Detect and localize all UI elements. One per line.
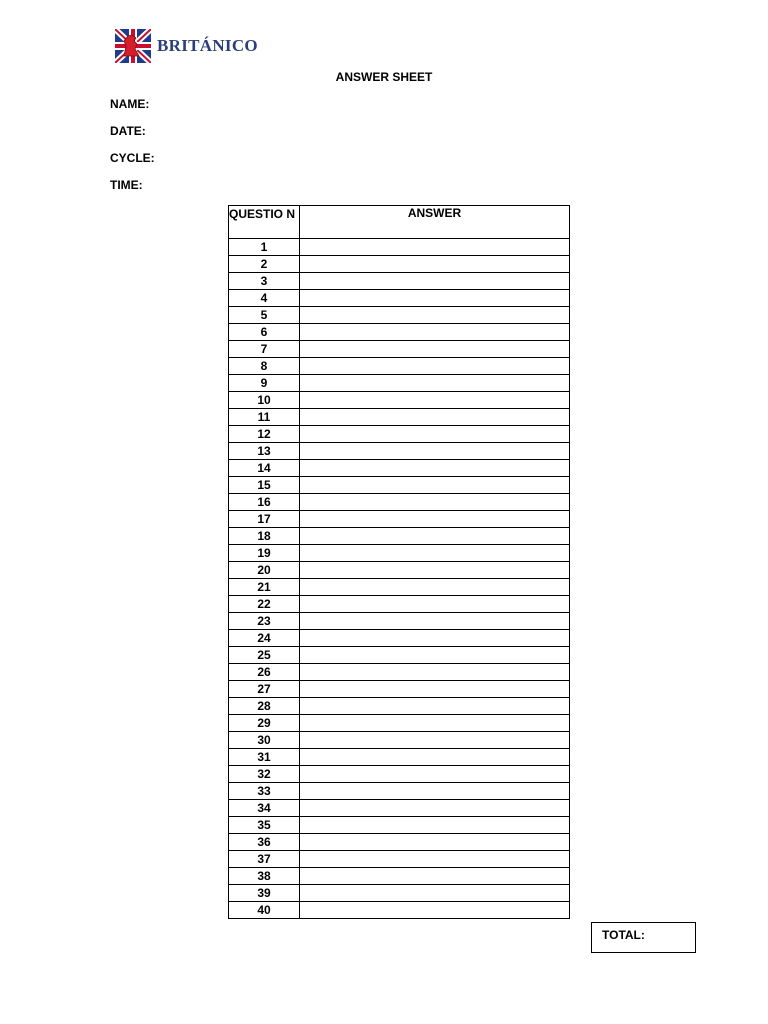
name-field-label: NAME: [110,97,150,111]
question-number: 32 [229,766,300,783]
table-row [229,307,570,324]
question-number: 13 [229,443,300,460]
answer-cell[interactable] [300,392,570,409]
answer-cell[interactable] [300,511,570,528]
question-number: 29 [229,715,300,732]
table-row [229,579,570,596]
question-number: 20 [229,562,300,579]
question-number: 14 [229,460,300,477]
table-row [229,681,570,698]
question-number: 36 [229,834,300,851]
table-row [229,426,570,443]
table-row [229,256,570,273]
question-number: 5 [229,307,300,324]
answer-cell[interactable] [300,528,570,545]
time-field-label: TIME: [110,178,143,192]
question-number: 18 [229,528,300,545]
union-jack-lion-icon [115,29,151,63]
answer-cell[interactable] [300,681,570,698]
answer-cell[interactable] [300,596,570,613]
question-number: 33 [229,783,300,800]
answer-cell[interactable] [300,783,570,800]
question-number: 24 [229,630,300,647]
question-number: 7 [229,341,300,358]
answer-cell[interactable] [300,732,570,749]
answer-cell[interactable] [300,698,570,715]
table-row [229,834,570,851]
question-number: 3 [229,273,300,290]
answer-cell[interactable] [300,239,570,256]
answer-cell[interactable] [300,902,570,919]
page-title: ANSWER SHEET [335,70,433,84]
table-row [229,324,570,341]
question-number: 26 [229,664,300,681]
answer-cell[interactable] [300,409,570,426]
answer-cell[interactable] [300,460,570,477]
answer-cell[interactable] [300,375,570,392]
answer-cell[interactable] [300,545,570,562]
question-number: 39 [229,885,300,902]
table-row [229,851,570,868]
question-number: 31 [229,749,300,766]
answer-cell[interactable] [300,579,570,596]
cycle-field-label: CYCLE: [110,151,155,165]
table-row [229,358,570,375]
question-number: 1 [229,239,300,256]
question-number: 34 [229,800,300,817]
table-row [229,562,570,579]
table-row [229,783,570,800]
table-row [229,341,570,358]
table-row [229,766,570,783]
table-row [229,409,570,426]
date-field-label: DATE: [110,124,146,138]
table-row [229,817,570,834]
answer-cell[interactable] [300,817,570,834]
table-row [229,749,570,766]
question-number: 10 [229,392,300,409]
question-number: 12 [229,426,300,443]
question-number: 21 [229,579,300,596]
question-number: 30 [229,732,300,749]
table-row [229,511,570,528]
table-row [229,698,570,715]
answer-cell[interactable] [300,443,570,460]
question-number: 8 [229,358,300,375]
answer-cell[interactable] [300,885,570,902]
answer-cell[interactable] [300,630,570,647]
table-row [229,732,570,749]
answer-cell[interactable] [300,477,570,494]
question-number: 17 [229,511,300,528]
question-number: 40 [229,902,300,919]
question-number: 19 [229,545,300,562]
table-row [229,596,570,613]
answer-cell[interactable] [300,341,570,358]
question-number: 11 [229,409,300,426]
table-row [229,800,570,817]
answer-cell[interactable] [300,358,570,375]
table-row [229,239,570,256]
table-row [229,290,570,307]
answer-cell[interactable] [300,307,570,324]
table-row [229,460,570,477]
answer-cell[interactable] [300,613,570,630]
question-number: 15 [229,477,300,494]
question-number: 37 [229,851,300,868]
total-label: TOTAL: [602,928,645,942]
answer-cell[interactable] [300,749,570,766]
table-row [229,885,570,902]
answer-cell[interactable] [300,800,570,817]
table-row [229,868,570,885]
table-row [229,545,570,562]
answer-cell[interactable] [300,664,570,681]
answer-table [228,205,570,919]
question-number: 38 [229,868,300,885]
question-number: 9 [229,375,300,392]
table-row [229,664,570,681]
answer-cell[interactable] [300,324,570,341]
question-number: 16 [229,494,300,511]
table-row [229,494,570,511]
answer-cell[interactable] [300,834,570,851]
brand-name: BRITÁNICO [157,36,258,55]
question-number: 6 [229,324,300,341]
question-number: 22 [229,596,300,613]
table-row [229,273,570,290]
table-row [229,528,570,545]
table-row [229,630,570,647]
table-header-row [229,206,570,239]
answer-cell[interactable] [300,647,570,664]
question-number: 35 [229,817,300,834]
answer-cell[interactable] [300,494,570,511]
table-row [229,647,570,664]
answer-column-header: ANSWER [300,206,570,239]
total-box[interactable] [591,922,696,953]
table-row [229,902,570,919]
britanico-logo [115,29,258,63]
question-number: 27 [229,681,300,698]
answer-cell[interactable] [300,766,570,783]
table-row [229,715,570,732]
table-row [229,613,570,630]
answer-cell[interactable] [300,562,570,579]
table-row [229,392,570,409]
answer-cell[interactable] [300,426,570,443]
answer-cell[interactable] [300,290,570,307]
table-row [229,477,570,494]
table-row [229,375,570,392]
answer-cell[interactable] [300,851,570,868]
question-number: 23 [229,613,300,630]
question-column-header: QUESTIO N [229,206,300,239]
question-number: 2 [229,256,300,273]
answer-cell[interactable] [300,273,570,290]
answer-cell[interactable] [300,715,570,732]
question-number: 25 [229,647,300,664]
question-number: 28 [229,698,300,715]
answer-cell[interactable] [300,256,570,273]
table-row [229,443,570,460]
answer-table-body [229,239,570,919]
answer-cell[interactable] [300,868,570,885]
question-number: 4 [229,290,300,307]
